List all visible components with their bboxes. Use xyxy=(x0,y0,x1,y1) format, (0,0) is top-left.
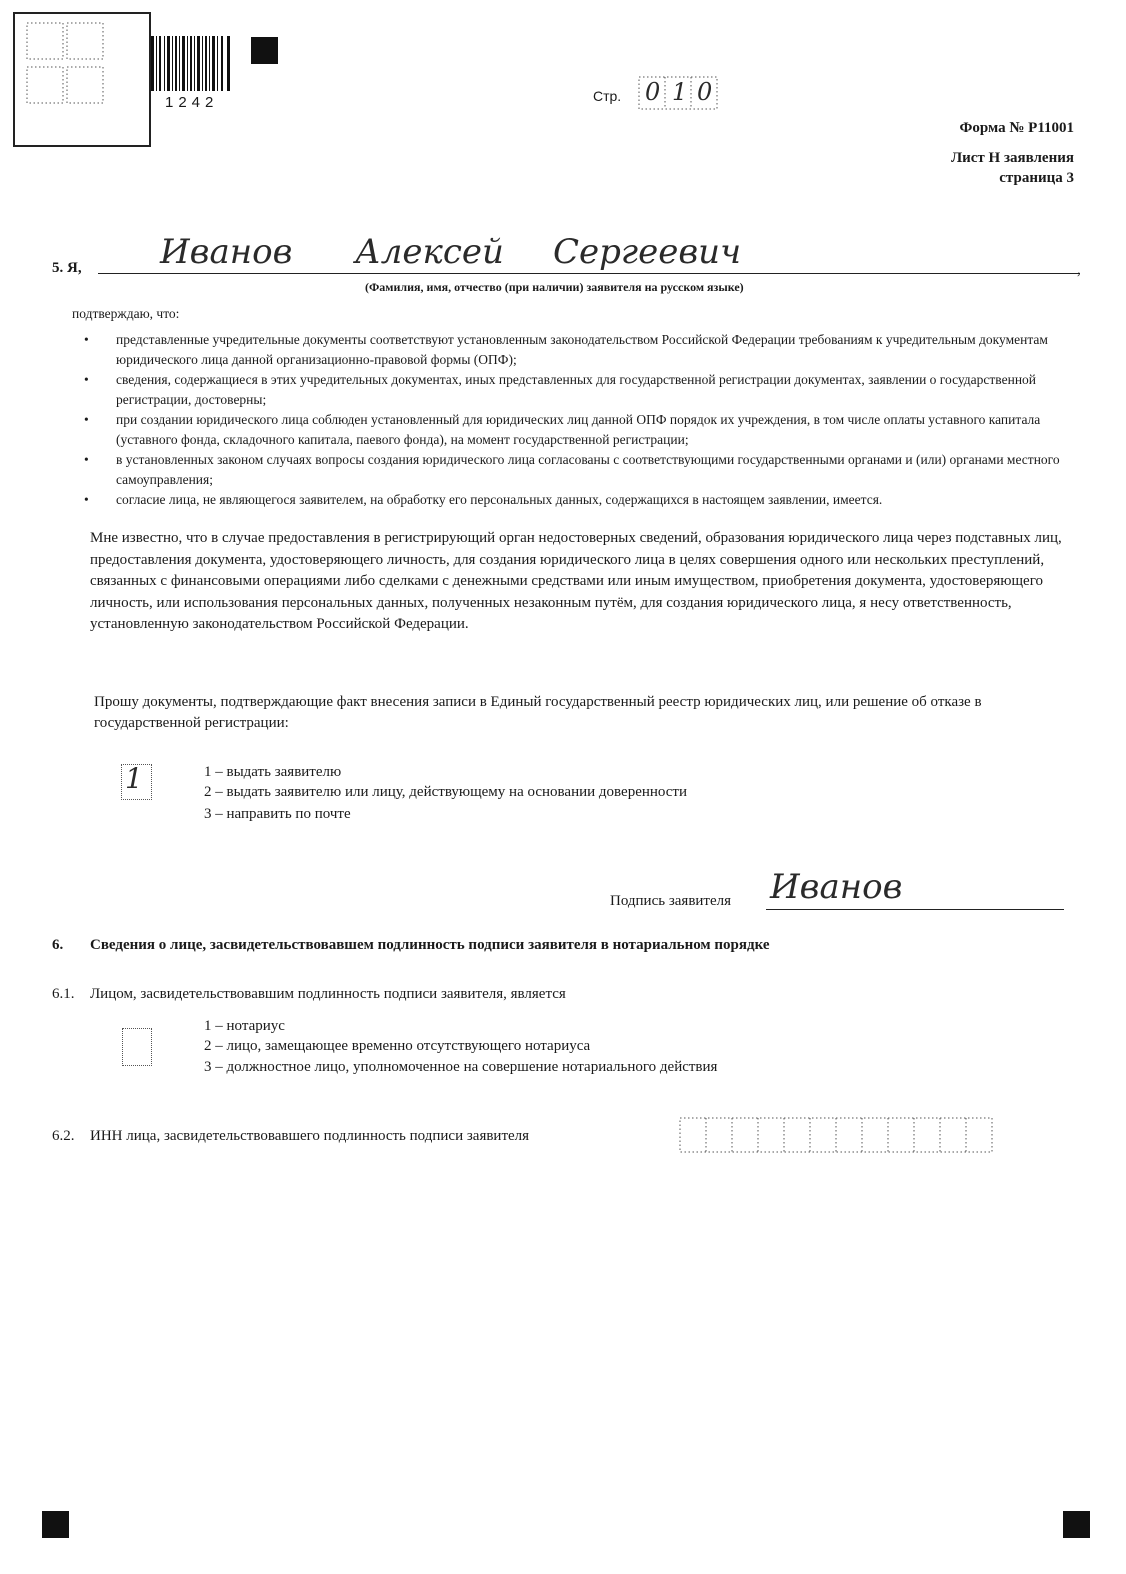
delivery-option-3: 3 – направить по почте xyxy=(204,806,351,822)
delivery-option-2: 2 – выдать заявителю или лицу, действующему на основании доверенности xyxy=(204,784,688,800)
list-item: • согласие лица, не являющегося заявителем, на обработку его персональных данных, содержащихся в настоящем заявлении, имеется. xyxy=(84,492,883,507)
sheet-page: страница 3 xyxy=(999,170,1074,186)
registration-marker-top xyxy=(251,37,278,64)
q61-text: Лицом, засвидетельствовавшим подлинность подписи заявителя, является xyxy=(90,986,566,1002)
list-item: • при создании юридического лица соблюден установленный для юридических лиц данной ОПФ порядок их учреждения, в том числе оплаты уставного капитала (уставного фонда, складочного капитала, паевого фонда), на момент государственной регистрации; xyxy=(84,412,1041,447)
sheet-title: Лист Н заявления xyxy=(950,150,1074,166)
page-digit-2: 1 xyxy=(672,78,688,106)
handwritten-patronymic: Сергеевич xyxy=(553,232,742,272)
barcode-number: 1242 xyxy=(165,94,219,111)
inn-input-cells[interactable] xyxy=(679,1117,993,1153)
section6-number: 6. xyxy=(52,937,64,953)
signature-line xyxy=(766,909,1064,910)
list-item: • в установленных законом случаях вопросы создания юридического лица согласованы с соответствующими государственными органами и (или) органами местного самоуправления; xyxy=(84,452,1060,487)
signature: Иванов xyxy=(770,867,903,907)
handwritten-surname: Иванов xyxy=(160,232,293,272)
signature-label: Подпись заявителя xyxy=(610,893,732,909)
liability-paragraph: Мне известно, что в случае предоставления в регистрирующий орган недостоверных сведений, образования юридического лица через подставных лиц, предоставления документа, удостоверяющего личность, для создания юридического лица в целях совершения одного или нескольких преступлений, связанных с финансовыми операциями либо сделками с денежными средствами или иным имуществом, приобретения документа, удостоверяющего личность, или использования персональных данных, полученных незаконным путём, для создания юридического лица, я несу ответственность, установленную законодательством Российской Федерации. xyxy=(90,530,1062,633)
page-digit-1: 0 xyxy=(645,78,661,106)
section5-label: 5. Я, xyxy=(52,260,82,276)
q62-number: 6.2. xyxy=(52,1128,75,1144)
request-paragraph: Прошу документы, подтверждающие факт внесения записи в Единый государственный реестр юридических лиц, или решение об отказе в государственной регистрации: xyxy=(94,694,982,731)
notary-choice-box[interactable] xyxy=(122,1028,152,1066)
page-label: Стр. xyxy=(593,88,622,104)
corner-dotted-grid xyxy=(26,22,104,104)
registration-marker-bottom-left xyxy=(42,1511,69,1538)
name-caption: (Фамилия, имя, отчество (при наличии) заявителя на русском языке) xyxy=(365,280,744,294)
list-item: • сведения, содержащиеся в этих учредительных документах, иных представленных для государственной регистрации документах, заявлении о государственной регистрации, достоверны; xyxy=(84,372,1037,407)
form-number: Форма № Р11001 xyxy=(959,120,1074,136)
name-underline xyxy=(98,273,1080,274)
registration-marker-bottom-right xyxy=(1063,1511,1090,1538)
notary-option-1: 1 – нотариус xyxy=(204,1018,285,1034)
confirmation-list xyxy=(82,330,1072,510)
page-digit-3: 0 xyxy=(697,78,713,106)
handwritten-first-name: Алексей xyxy=(355,232,504,272)
name-comma: , xyxy=(1077,262,1081,278)
confirm-label: подтверждаю, что: xyxy=(72,306,180,321)
delivery-option-1: 1 – выдать заявителю xyxy=(204,764,342,780)
q62-text: ИНН лица, засвидетельствовавшего подлинность подписи заявителя xyxy=(90,1128,530,1144)
barcode xyxy=(151,36,231,91)
notary-option-3: 3 – должностное лицо, уполномоченное на совершение нотариального действия xyxy=(204,1059,718,1075)
section6-title: Сведения о лице, засвидетельствовавшем подлинность подписи заявителя в нотариальном порядке xyxy=(90,937,770,953)
q61-number: 6.1. xyxy=(52,986,75,1002)
delivery-choice-value: 1 xyxy=(125,762,143,795)
notary-option-2: 2 – лицо, замещающее временно отсутствующего нотариуса xyxy=(204,1038,591,1054)
list-item: • представленные учредительные документы соответствуют установленным законодательством Российской Федерации требованиям к учредительным документам юридического лица данной организационно-правовой формы (ОПФ); xyxy=(84,332,1048,367)
